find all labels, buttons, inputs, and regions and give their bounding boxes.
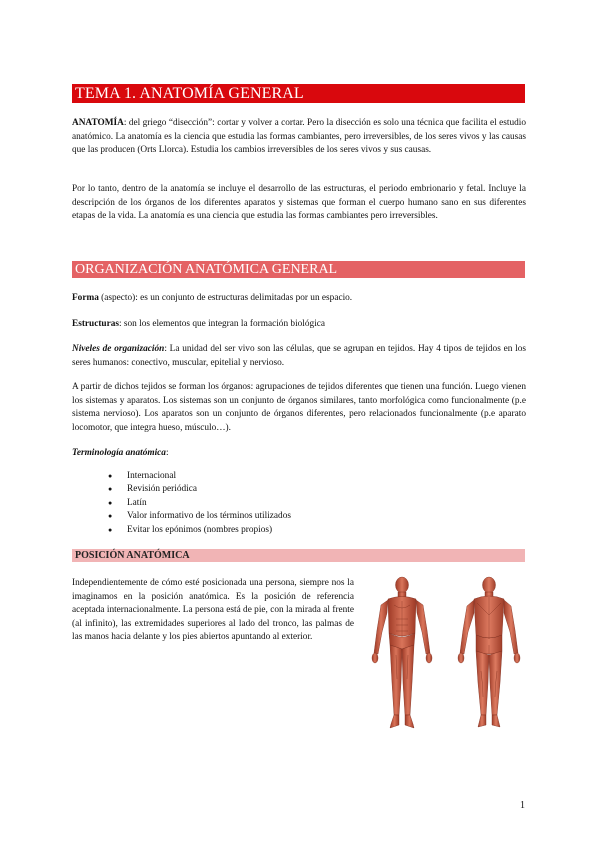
paragraph-anatomia (72, 117, 526, 158)
page-number: 1 (520, 800, 525, 811)
paragraph-niveles (72, 343, 526, 370)
paragraph-por-lo-tanto: Por lo tanto, dentro de la anatomía se incluye el desarrollo de las estructuras, el periodo embrionario y fetal. Incluye la descripción de los órganos de los diferentes aparatos y sistemas que forman el cuerpo humano sano en sus diferentes etapas de la vida. La anatomía es una ciencia que estudia las formas cambiantes pero irreversibles. (72, 184, 526, 221)
list-item: ● Revisión periódica (108, 483, 291, 496)
anatomy-front-figure (368, 575, 436, 735)
term-terminologia: Terminología anatómica (72, 448, 166, 458)
paragraph-posicion: Independientemente de cómo esté posicionada una persona, siempre nos la imaginamos en la posición anatómica. Es la posición de referencia aceptada internacionalmente. La persona está de pie, con la mirada al frente (al infinito), las extremidades superiores al lado del tronco, las palmas de las manos hacia delante y los pies abiertos apuntando al exterior. (72, 578, 354, 642)
list-item: ● Valor informativo de los términos utilizados (108, 510, 291, 523)
list-item: ● Internacional (108, 470, 291, 483)
estructuras-definition: : son los elementos que integran la formación biológica (119, 319, 326, 329)
list-item: ● Latín (108, 497, 291, 510)
heading-tema-1: TEMA 1. ANATOMÍA GENERAL (72, 84, 525, 103)
paragraph-terminologia (72, 447, 526, 461)
term-forma: Forma (72, 293, 99, 303)
forma-definition: (aspecto): es un conjunto de estructuras delimitadas por un espacio. (98, 293, 353, 303)
term-anatomia: ANATOMÍA (72, 118, 124, 128)
paragraph-estructuras (72, 318, 526, 332)
terminologia-colon: : (165, 448, 169, 458)
paragraph-a-partir: A partir de dichos tejidos se forman los órganos: agrupaciones de tejidos diferentes que tienen una función. Luego vienen los sistemas y aparatos. Los sistemas son un conjunto de órganos similares, tanto morfológica como funcionalmente (p.e sistema nervioso). Los aparatos son un conjunto de órganos diferentes, pero relacionados funcionalmente (p.e aparato locomotor, que integra hueso, músculo…). (72, 382, 526, 433)
term-niveles: Niveles de organización (72, 344, 165, 354)
terminologia-list (108, 470, 291, 537)
term-estructuras: Estructuras (72, 319, 119, 329)
heading-organizacion: ORGANIZACIÓN ANATÓMICA GENERAL (72, 261, 525, 278)
list-item: ● Evitar los epónimos (nombres propios) (108, 524, 291, 537)
anatomy-back-figure (455, 575, 523, 735)
heading-posicion-anatomica: POSICIÓN ANATÓMICA (72, 549, 525, 562)
anatomia-definition: : del griego “disección”: cortar y volver a cortar. Pero la disección es solo una técnica que facilita el estudio anatómico. La anatomía es la ciencia que estudia las formas cambiantes, pero irreversibles, de los seres vivos y las causas que las producen (Orts Llorca). Estudia los cambios irreversibles de los seres vivos y sus causas. (72, 118, 526, 155)
paragraph-forma (72, 292, 526, 306)
niveles-definition: : La unidad del ser vivo son las células, que se agrupan en tejidos. Hay 4 tipos de tejidos en los seres humanos: conectivo, muscular, epitelial y nervioso. (72, 344, 526, 368)
